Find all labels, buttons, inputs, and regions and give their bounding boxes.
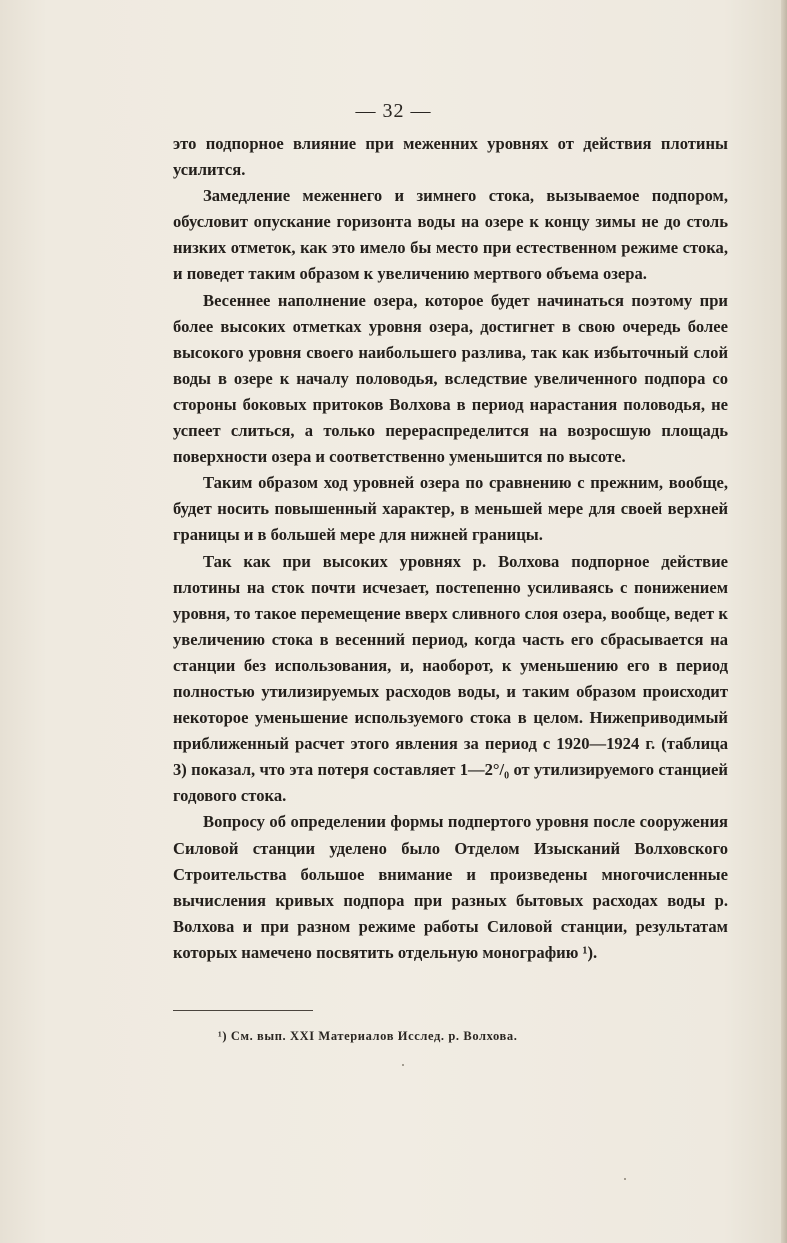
body-text bbox=[173, 131, 728, 966]
paragraph-winter-flow: Замедление меженнего и зимнего стока, вызываемое подпором, обусловит опускание горизонта воды на озере к концу зимы не до столь низких отметок, как это имело бы место при естественном режиме стока, и поведет таким образом к увеличению мертвого объема озера. bbox=[173, 186, 728, 284]
page-number: — 32 — bbox=[355, 100, 432, 122]
page-edge-shadow bbox=[781, 0, 787, 1243]
paper-speck bbox=[624, 1178, 626, 1180]
paragraph-spring-filling: Весеннее наполнение озера, которое будет начинаться поэтому при более высоких отметках уровня озера, достигнет в свою очередь более высокого уровня своего наибольшего разлива, так как избыточный слой воды в озере к началу половодья, вследствие увеличенного подпора со стороны боковых притоков Волхова в период нарастания половодья, не успеет слиться, а только перераспределится на возросшую площадь поверхности озера и соответственно уменьшится по высоте. bbox=[173, 290, 728, 467]
paragraph-runoff-loss: Так как при высоких уровнях р. Волхова подпорное действие плотины на сток почти исчезает, постепенно усиливаясь с понижением уровня, то такое перемещение вверх сливного слоя озера, вообще, ведет к увеличению стока в весенний период, когда часть его сбрасывается на станции без использования, и, наоборот, к уменьшению его в период полностью утилизируемых расходов воды, и таким образом происходит некоторое уменьшение используемого стока в целом. Нижеприводимый приближенный расчет этого явления за период с 1920—1924 г. (таблица 3) показал, что эта потеря составляет 1—2°/₀ от утилизируемого станцией годового стока. bbox=[173, 551, 728, 806]
footnote: ¹) См. вып. XXI Материалов Исслед. р. Волхова. bbox=[218, 1029, 518, 1043]
paragraph-backwater-studies: Вопросу об определении формы подпертого уровня после сооружения Силовой станции уделено было Отделом Изысканий Волховского Строительства большое внимание и произведены многочисленные вычисления кривых подпора при разных бытовых расходах воды р. Волхова и при разном режиме работы Силовой станции, результатам которых намечено посвятить отдельную монографию ¹). bbox=[173, 812, 728, 962]
paper-speck bbox=[402, 1064, 404, 1066]
paragraph-continuation: это подпорное влияние при меженних уровнях от действия плотины усилится. bbox=[173, 134, 728, 180]
paragraph-level-regime: Таким образом ход уровней озера по сравнению с прежним, вообще, будет носить повышенный характер, в меньшей мере для своей верхней границы и в большей мере для нижней границы. bbox=[173, 473, 728, 545]
footnote-divider bbox=[173, 1010, 313, 1011]
